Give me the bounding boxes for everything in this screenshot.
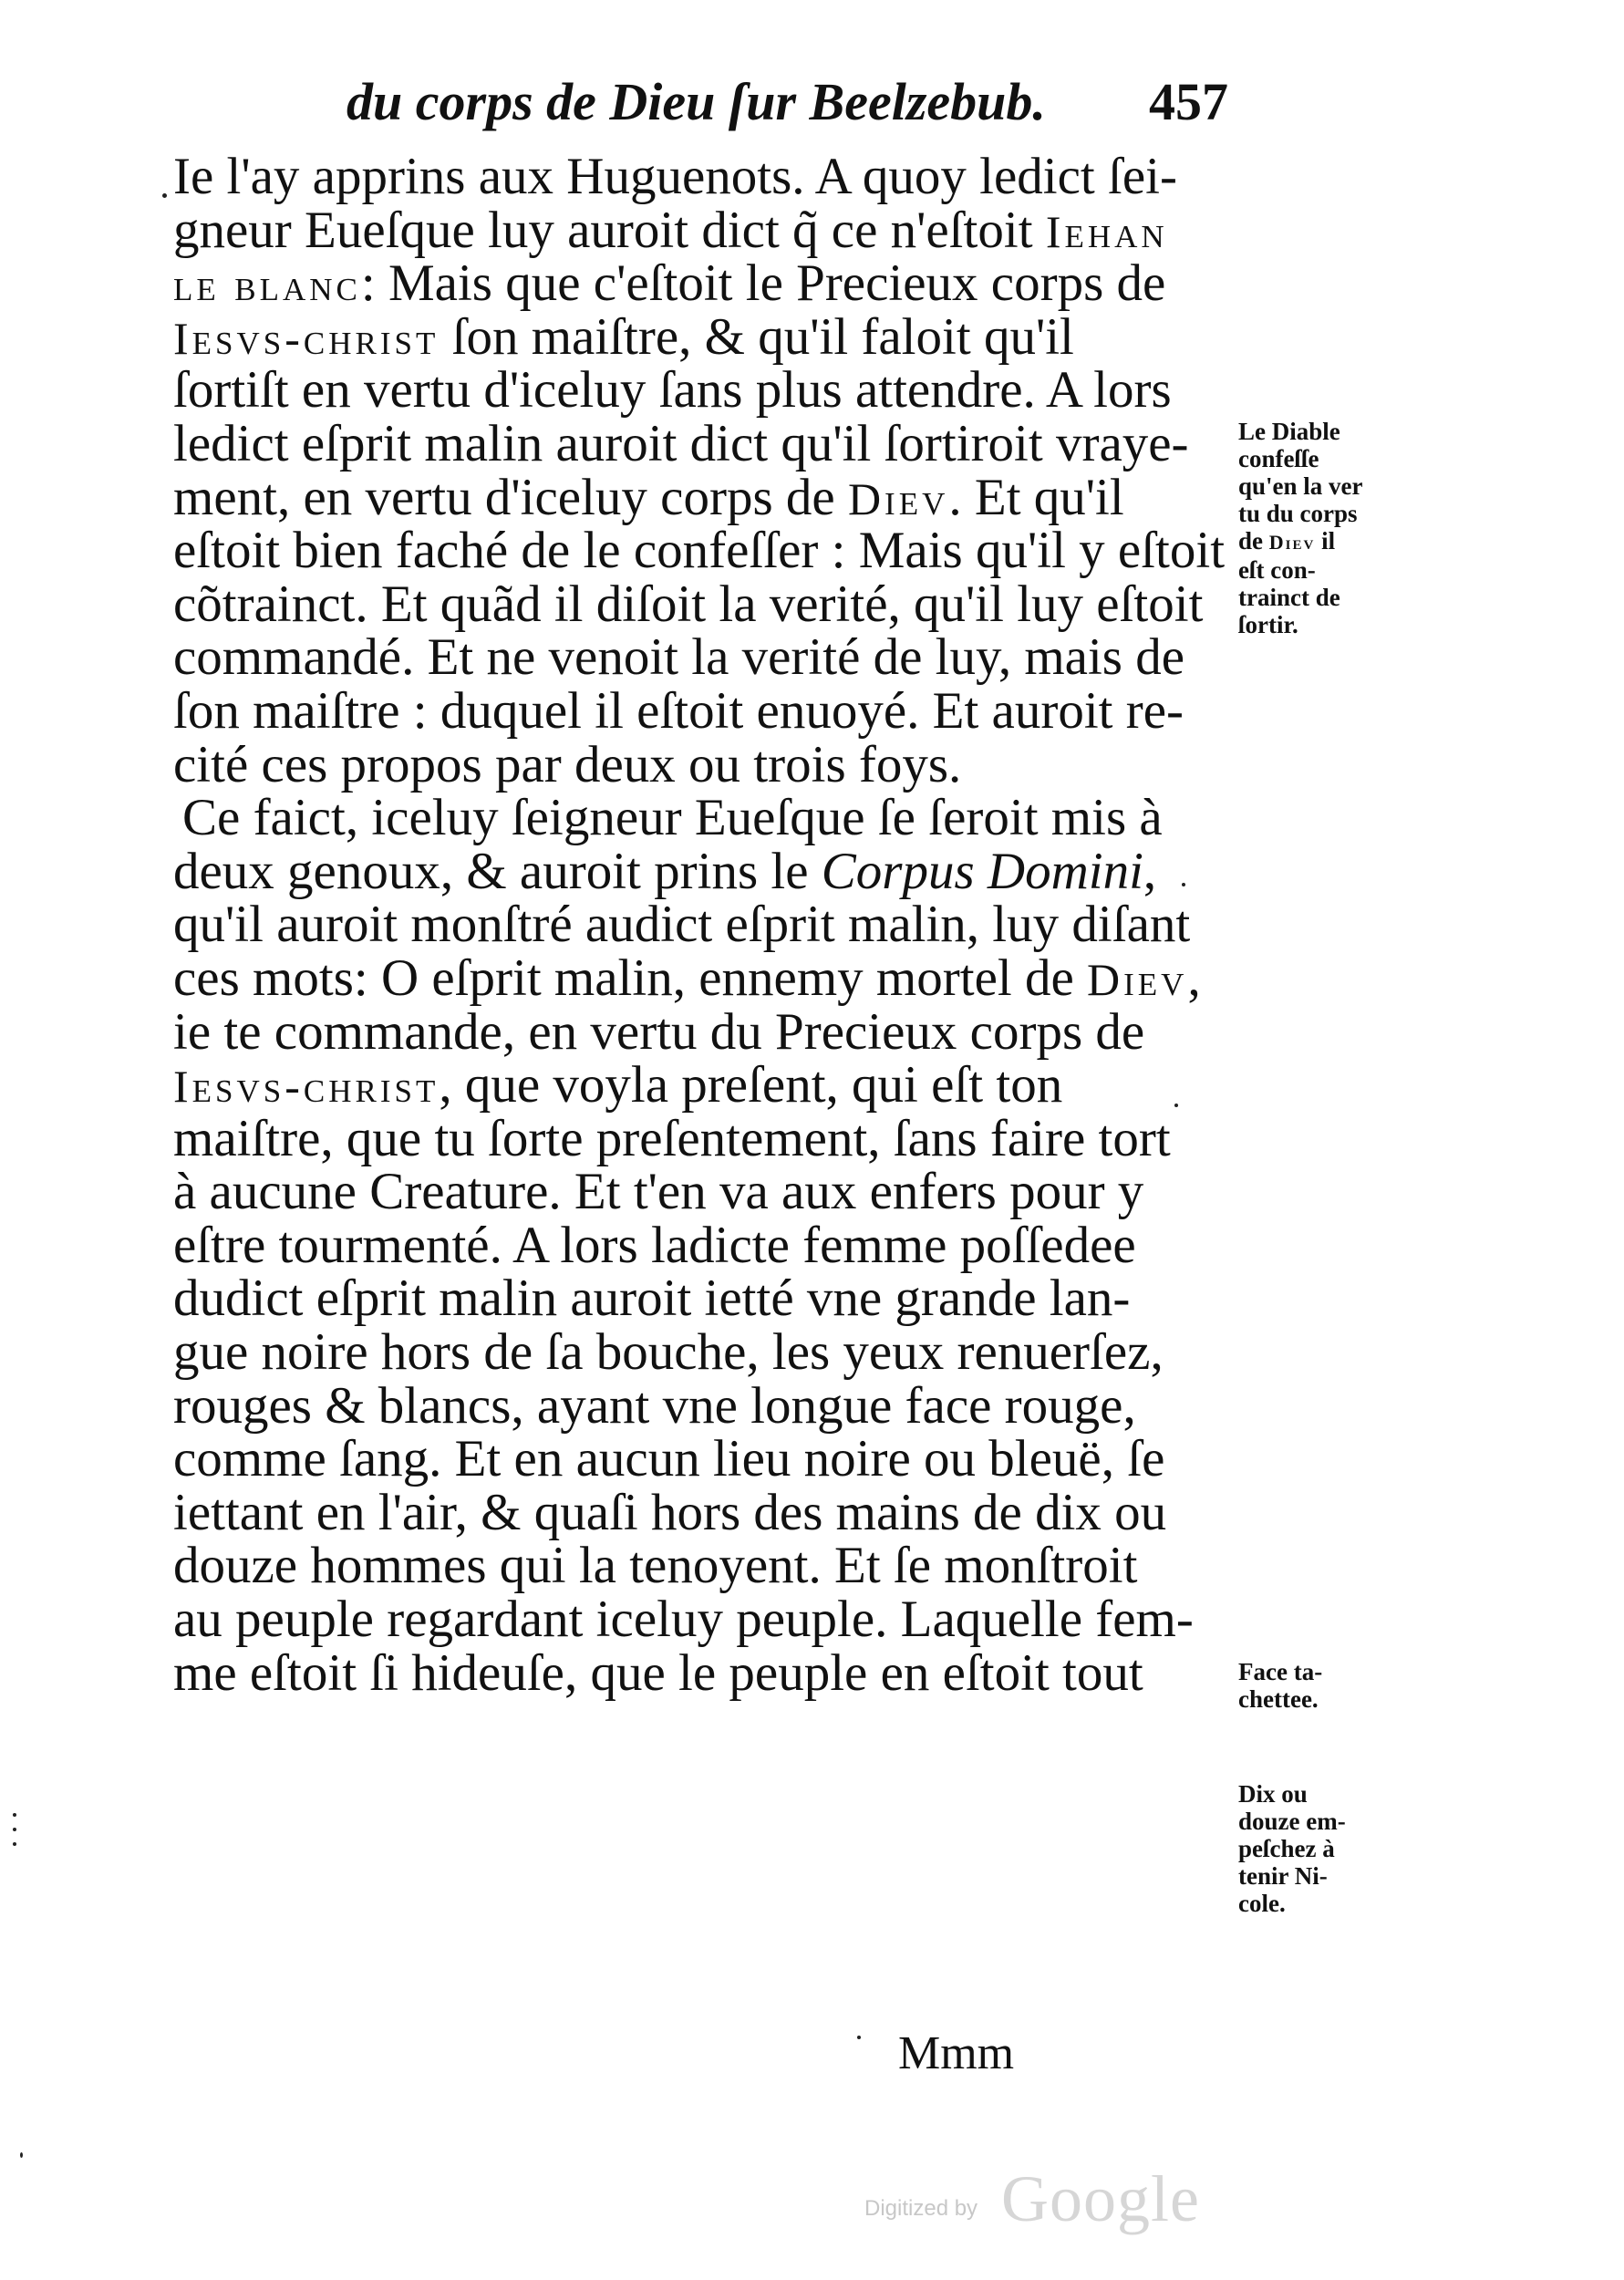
text-line (173, 1376, 1231, 1435)
text-line (173, 1593, 1231, 1647)
text-span: ces mots: O eſprit malin, ennemy mortel de (173, 948, 1074, 1007)
margin-span: de (1238, 527, 1269, 554)
text-line (173, 1109, 1231, 1167)
ink-speck (857, 2036, 861, 2039)
text-span: iettant en l'air, & quaſi hors des mains de dix ou (173, 1483, 1167, 1541)
margin-note-face (1238, 1658, 1412, 1713)
ink-speck (1182, 883, 1185, 886)
text-line (173, 575, 1231, 633)
google-logo: Google (1001, 2162, 1200, 2235)
text-span: ſortiſt en vertu d'iceluy ſans plus attendre. A lors (173, 361, 1172, 420)
ink-speck (13, 1813, 16, 1817)
margin-line: douze em- (1238, 1808, 1346, 1835)
text-span: gneur Eueſque luy auroit dict q̃ ce n'eſtoit (173, 201, 1033, 259)
text-span: commandé. Et ne venoit la verité de luy, mais de (173, 628, 1185, 687)
margin-line: Le Diable (1238, 418, 1340, 445)
margin-line (1238, 527, 1412, 556)
digitized-by-watermark (864, 2161, 1229, 2234)
text-span: rouges & blancs, ayant vne longue face rouge, (173, 1376, 1136, 1435)
small-caps-name: Diev (847, 472, 949, 524)
text-line (173, 842, 1231, 900)
text-line (173, 414, 1231, 472)
text-span: cité ces propos par deux ou trois foys. (173, 735, 962, 793)
text-span: . Et qu'il (948, 468, 1124, 526)
margin-line: chettee. (1238, 1685, 1319, 1713)
margin-line: eſt con- (1238, 556, 1316, 584)
text-span: cõtrainct. Et quãd il diſoit la verité, qu'il luy eſtoit (173, 575, 1204, 633)
small-caps-name: Iesvs-christ (173, 1061, 440, 1113)
text-span: dudict eſprit malin auroit ietté vne grande lan- (173, 1270, 1131, 1328)
margin-line: trainct de (1238, 584, 1340, 611)
text-line (173, 1002, 1231, 1061)
text-span: à aucune Creature. Et t'en va aux enfers pour y (173, 1163, 1144, 1221)
text-line (173, 307, 1231, 366)
margin-note-dix (1238, 1780, 1412, 1917)
text-line (173, 735, 1231, 793)
text-span: ſon maiſtre, & qu'il faloit qu'il (439, 307, 1074, 366)
ink-speck (162, 193, 167, 198)
text-line (173, 361, 1231, 420)
paragraph-start-line (173, 789, 1231, 847)
text-line (173, 948, 1231, 1007)
text-span: douze hommes qui la tenoyent. Et ſe monſtroit (173, 1537, 1138, 1595)
small-caps-name: le blanc (173, 259, 361, 311)
text-span: deux genoux, & auroit prins le (173, 842, 809, 900)
text-line (173, 150, 1231, 204)
text-line (173, 254, 1231, 313)
text-line (173, 201, 1231, 259)
text-span: Ce faict, iceluy ſeigneur Eueſque ſe ſeroit mis à (182, 789, 1163, 847)
text-span: gue noire hors de ſa bouche, les yeux renuerſez, (173, 1323, 1164, 1382)
text-span: eſtre tourmenté. A lors ladicte femme poſſedee (173, 1216, 1136, 1274)
text-line (173, 628, 1231, 687)
margin-line: cole. (1238, 1890, 1286, 1917)
running-title: du corps de Dieu ſur Beelzebub. (347, 72, 1046, 131)
text-span: maiſtre, que tu ſorte preſentement, ſans faire tort (173, 1109, 1171, 1167)
text-line (173, 1430, 1231, 1488)
text-span: , (1143, 842, 1157, 900)
margin-line: qu'en la ver (1238, 472, 1363, 500)
text-line (173, 1483, 1231, 1541)
margin-note-diable (1238, 418, 1412, 638)
italic-latin: Corpus Domini (821, 842, 1143, 900)
text-line (173, 681, 1231, 740)
margin-line: Dix ou (1238, 1780, 1308, 1808)
text-line (173, 468, 1231, 526)
small-caps-name: Diev (1087, 953, 1188, 1005)
text-line (173, 1163, 1231, 1221)
text-line (173, 1643, 1231, 1702)
small-caps-name: Iehan (1045, 205, 1168, 257)
ink-speck (13, 1842, 16, 1846)
text-span: au peuple regardant iceluy peuple. Laquelle fem- (173, 1591, 1194, 1649)
text-line (173, 1323, 1231, 1382)
text-span: , (1187, 948, 1201, 1007)
margin-line: peſchez à (1238, 1835, 1335, 1862)
text-line (173, 1272, 1231, 1326)
text-span: ſon maiſtre : duquel il eſtoit enuoyé. Et auroit re- (173, 681, 1184, 740)
ink-speck (20, 2152, 23, 2158)
text-span: Ie l'ay apprins aux Huguenots. A quoy ledict ſei- (173, 148, 1177, 205)
margin-line: confeſſe (1238, 445, 1319, 472)
body-text (173, 150, 1231, 1700)
margin-span: il (1315, 527, 1336, 554)
text-span: me eſtoit ſi hideuſe, que le peuple en eſtoit tout (173, 1643, 1143, 1702)
margin-line: ſortir. (1238, 611, 1298, 638)
text-line (173, 1539, 1231, 1593)
text-span: qu'il auroit monſtré audict eſprit malin, luy diſant (173, 896, 1191, 954)
margin-line: tu du corps (1238, 500, 1358, 527)
signature-mark: Mmm (898, 2027, 1015, 2079)
text-span: eſtoit bien faché de le confeſſer : Mais qu'il y eſtoit (173, 522, 1226, 580)
text-span: ie te commande, en vertu du Precieux corps de (173, 1002, 1145, 1061)
text-span: comme ſang. Et en aucun lieu noire ou bleuë, ſe (173, 1430, 1165, 1488)
margin-line: tenir Ni- (1238, 1862, 1328, 1890)
text-span: ledict eſprit malin auroit dict qu'il ſortiroit vraye- (173, 414, 1189, 472)
text-line (173, 1216, 1231, 1274)
text-line (173, 1056, 1231, 1114)
running-head (347, 71, 1258, 144)
ink-speck (13, 1828, 16, 1831)
small-caps-name: Diev (1268, 531, 1316, 554)
text-span: , que voyla preſent, qui eſt ton (439, 1056, 1063, 1114)
text-line (173, 898, 1231, 952)
text-span: ment, en vertu d'iceluy corps de (173, 468, 835, 526)
watermark-prefix: Digitized by (864, 2196, 978, 2221)
text-span: : Mais que c'eſtoit le Precieux corps de (360, 254, 1166, 313)
small-caps-name: Iesvs-christ (173, 312, 440, 364)
ink-speck (1174, 1104, 1178, 1107)
margin-line: Face ta- (1238, 1658, 1323, 1685)
text-line (173, 524, 1231, 578)
page-number: 457 (1149, 72, 1228, 131)
